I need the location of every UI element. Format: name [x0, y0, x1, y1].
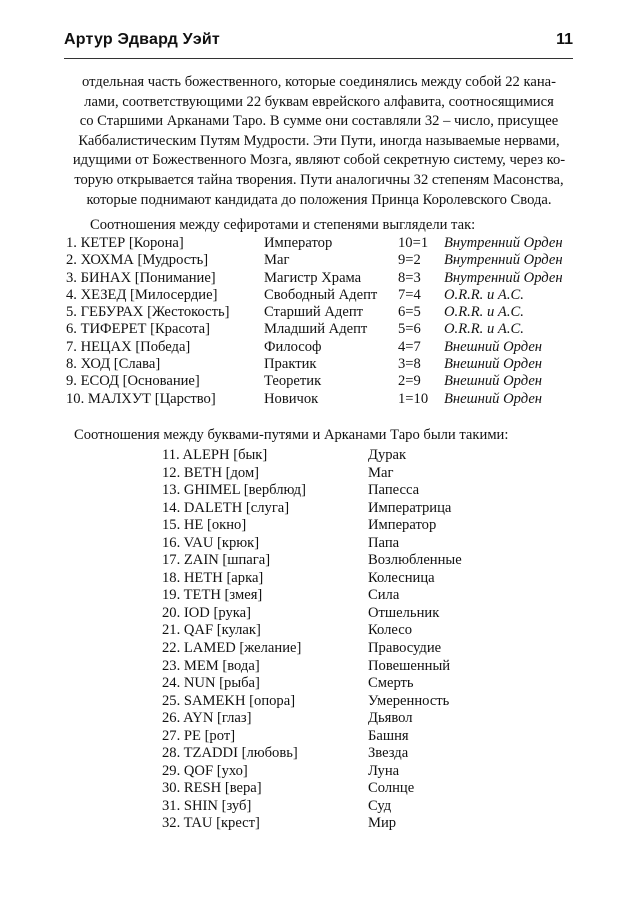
grade-name: Философ	[264, 338, 322, 355]
tarot-arcanum: Луна	[368, 762, 400, 779]
letter-path: 30. RESH [вера]	[162, 780, 262, 797]
letter-path: 20. IOD [рука]	[162, 604, 251, 621]
paragraph-line: лами, соответствующими 22 буквам еврейского алфавита, соотносящимися	[84, 93, 554, 110]
grade-numbers: 4=7	[398, 338, 421, 355]
grade-name: Младший Адепт	[264, 321, 368, 338]
letter-path: 32. TAU [крест]	[162, 815, 260, 832]
grade-numbers: 6=5	[398, 304, 421, 321]
sefira-name: 9. ЕСОД [Основание]	[66, 373, 200, 390]
letter-path: 25. SAMEKH [опора]	[162, 692, 296, 709]
header-rule	[64, 58, 573, 59]
letter-path: 15. HE [окно]	[162, 517, 247, 534]
grade-numbers: 3=8	[398, 356, 421, 373]
tarot-arcanum: Смерть	[368, 675, 414, 692]
tarot-arcanum: Возлюбленные	[368, 552, 462, 569]
letter-path: 11. ALEPH [бык]	[162, 447, 268, 463]
order-name: Внутренний Орден	[444, 269, 563, 286]
grade-numbers: 9=2	[398, 252, 421, 269]
tarot-arcanum: Дурак	[368, 447, 407, 463]
sefira-name: 4. ХЕЗЕД [Милосердие]	[66, 286, 218, 303]
page-number: 11	[556, 31, 573, 48]
grade-name: Старший Адепт	[264, 304, 364, 321]
tarot-arcanum: Сила	[368, 587, 400, 604]
body-paragraph	[64, 73, 574, 210]
grade-name: Магистр Храма	[264, 269, 362, 286]
order-name: O.R.R. и A.C.	[444, 286, 524, 303]
paragraph-line: торую открывается тайна творения. Пути аналогичны 32 степеням Масонства,	[74, 171, 564, 188]
sefira-name: 10. МАЛХУТ [Царство]	[66, 390, 216, 407]
sefira-name: 6. ТИФЕРЕТ [Красота]	[66, 321, 210, 338]
grade-numbers: 2=9	[398, 373, 421, 390]
tarot-arcanum: Умеренность	[368, 692, 450, 709]
letter-path: 19. TETH [змея]	[162, 587, 263, 604]
order-name: Внутренний Орден	[444, 252, 563, 269]
tarot-arcanum: Императрица	[368, 499, 452, 516]
letter-path: 27. PE [рот]	[162, 727, 236, 744]
tarot-arcanum: Колесо	[368, 622, 413, 639]
grade-name: Практик	[264, 356, 317, 373]
letters-intro: Соотношения между буквами-путями и Арканами Таро были такими:	[74, 427, 509, 443]
letter-path: 22. LAMED [желание]	[162, 640, 302, 657]
letter-path: 29. QOF [ухо]	[162, 762, 248, 779]
tarot-arcanum: Папа	[368, 534, 400, 551]
grade-name: Свободный Адепт	[264, 286, 378, 303]
paragraph-line: которые поднимают кандидата до положения Принца Королевского Свода.	[86, 191, 552, 208]
tarot-arcanum: Папесса	[368, 482, 420, 499]
letter-path: 24. NUN [рыба]	[162, 675, 260, 692]
tarot-arcanum: Повешенный	[368, 657, 451, 674]
letter-path: 31. SHIN [зуб]	[162, 797, 252, 814]
tarot-arcanum: Башня	[368, 727, 409, 744]
order-name: Внешний Орден	[444, 373, 543, 390]
tarot-arcanum: Правосудие	[368, 640, 442, 657]
grade-numbers: 8=3	[398, 269, 421, 286]
tarot-arcanum: Суд	[368, 797, 392, 814]
grade-numbers: 5=6	[398, 321, 421, 338]
grade-numbers: 10=1	[398, 235, 429, 251]
letter-path: 21. QAF [кулак]	[162, 622, 261, 639]
letter-path: 26. AYN [глаз]	[162, 710, 252, 727]
letter-path: 28. TZADDI [любовь]	[162, 745, 298, 762]
letter-path: 17. ZAIN [шпага]	[162, 552, 271, 569]
sefira-name: 5. ГЕБУРАХ [Жестокость]	[66, 304, 230, 321]
paragraph-line: Каббалистическим Путям Мудрости. Эти Пути, иногда называемые нервами,	[78, 132, 560, 149]
tarot-arcanum: Император	[368, 517, 437, 534]
paragraph-line: идущими от Божественного Мозга, являют собой секретную систему, через ко-	[72, 152, 566, 169]
tarot-arcanum: Отшельник	[368, 604, 440, 621]
tarot-arcanum: Дьявол	[368, 710, 413, 727]
letter-path: 14. DALETH [слуга]	[162, 499, 290, 516]
paragraph-line: отдельная часть божественного, которые соединялись между собой 22 кана-	[81, 74, 556, 90]
tarot-arcanum: Колесница	[368, 569, 435, 586]
tarot-arcanum: Звезда	[368, 745, 409, 762]
order-name: Внутренний Орден	[444, 235, 563, 251]
grade-name: Маг	[264, 252, 290, 269]
grade-numbers: 7=4	[398, 286, 421, 303]
tarot-arcanum: Маг	[368, 464, 394, 481]
sefira-name: 3. БИНАХ [Понимание]	[66, 269, 216, 286]
letter-path: 23. MEM [вода]	[162, 657, 260, 674]
order-name: Внешний Орден	[444, 390, 543, 407]
order-name: O.R.R. и A.C.	[444, 304, 524, 321]
paragraph-line: со Старшими Арканами Таро. В сумме они составляли 32 – число, присущее	[79, 113, 559, 130]
letter-path: 18. HETH [арка]	[162, 569, 264, 586]
page-header	[64, 31, 573, 55]
letter-path: 12. BETH [дом]	[162, 464, 260, 481]
grade-numbers: 1=10	[398, 390, 429, 407]
order-name: Внешний Орден	[444, 356, 543, 373]
grade-name: Император	[264, 235, 333, 251]
running-title: Артур Эдвард Уэйт	[64, 31, 220, 48]
sefira-name: 7. НЕЦАХ [Победа]	[66, 338, 191, 355]
tarot-arcanum: Мир	[368, 815, 397, 832]
order-name: O.R.R. и A.C.	[444, 321, 524, 338]
tarot-arcanum: Солнце	[368, 780, 415, 797]
sefirot-intro: Соотношения между сефиротами и степенями выглядели так:	[90, 217, 476, 233]
sefira-name: 2. ХОХМА [Мудрость]	[66, 252, 209, 269]
sefira-name: 8. ХОД [Слава]	[66, 356, 161, 373]
grade-name: Теоретик	[264, 373, 322, 390]
order-name: Внешний Орден	[444, 338, 543, 355]
letter-path: 13. GHIMEL [верблюд]	[162, 482, 306, 499]
grade-name: Новичок	[264, 390, 319, 407]
letter-path: 16. VAU [крюк]	[162, 534, 260, 551]
sefira-name: 1. КЕТЕР [Корона]	[66, 235, 184, 251]
